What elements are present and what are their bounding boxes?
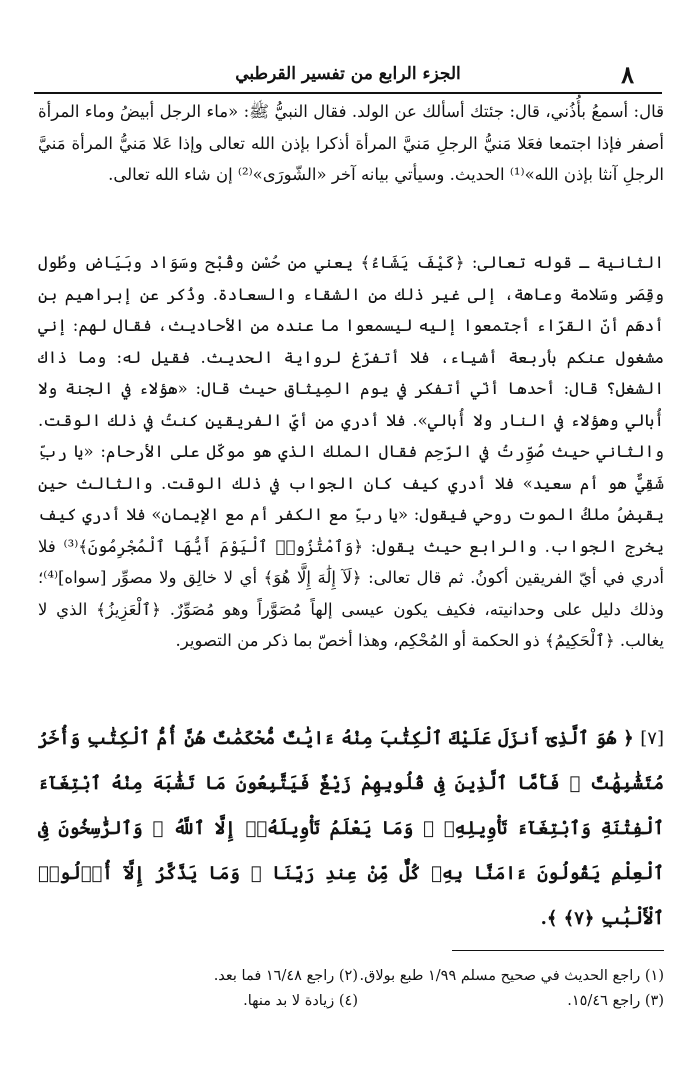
footnote-row xyxy=(38,989,664,1014)
footnote-row xyxy=(38,964,664,989)
paragraph-hadith: قال: أسمعُ بأُذُني، قال: جئتك أسألك عن الولد. فقال النبيُّ ﷺ: «ماء الرجل أبيضُ وماء المرأة أصفر فإذا اجتمعا فعَلا مَنيُّ الرجلِ مَنيَّ المرأة أذكرا بإذن الله تعالى وإذا عَلا مَنيُّ المرأة مَنيَّ الرجلِ آنثا بإذن الله»⁽¹⁾ الحديث. وسيأتي بيانه آخر «الشّورَى»⁽²⁾ إن شاء الله تعالى. xyxy=(38,102,664,184)
running-title: الجزء الرابع من تفسير القرطبي xyxy=(235,64,461,84)
footnote-separator xyxy=(452,950,664,951)
page-header xyxy=(34,58,662,94)
verse-number: [٧] xyxy=(640,728,664,749)
footnote-1: (١) راجع الحديث في صحيح مسلم ١/٩٩ طبع بولاق. xyxy=(359,968,664,984)
footnote-3: (٣) راجع ١٥/٤٦. xyxy=(567,993,664,1009)
footnote-2: (٢) راجع ١٦/٤٨ فما بعد. xyxy=(213,968,358,984)
quran-verse xyxy=(38,716,664,941)
page-number: ٨ xyxy=(621,60,634,89)
paragraph-second-issue: الثانية ـ قوله تعالى: ﴿كَيْفَ يَشَاءُ﴾ يعني من حُسْن وقُبْح وسَوَاد وبَيَاض وطُول وقِصَر وسَلامة وعاهة، إلى غير ذلك من الشقاء والسعادة. وذُكر عن إبراهيم بن أدهَم أنّ القرّاء أجتمعوا إليه ليسمعوا ما عنده من الأحاديث، فقال لهم: إني مشغول عنكم بأربعة أشياء، فلا أتفرّغ لرواية الحديث. فقيل له: وما ذاك الشغل؟ قال: أحدها أنّي أتفكر في يوم المِيثاق حيث قال: «هؤلاء في الجنة ولا أُبالي وهؤلاء في النار ولا أُبالي». فلا أدري من أيّ الفريقين كنتُ في ذلك الوقت. والثاني حيث صُوِّرتُ في الرّحِم فقال الملك الذي هو موكّل على الأرحام: «يا ربِّ شَقِيٌّ هو أم سعيد» فلا أدري كيف كان الجواب في ذلك الوقت. والثالث حين يقبِضُ ملكُ الموت روحي فيقول: «يا ربِّ مع الكفر أم مع الإيمان» فلا أدري كيف يخرج الجواب. والرابع حيث يقول: ﴿وَٱمْتَٰزُوا۟ ٱلْيَوْمَ أَيُّهَا ٱلْمُجْرِمُونَ﴾⁽³⁾ فلا أدري في أيّ الفريقين أكونُ. ثم قال تعالى: ﴿لَآ إِلَٰهَ إِلَّا هُوَ﴾ أي لا خالِق ولا مصوِّر [سواه]⁽⁴⁾؛ وذلك دليل على وحدانيته، فكيف يكون عيسى إلهاً مُصَوَّراً وهو مُصَوِّرٌ. ﴿ٱلْعَزِيزُ﴾ الذي لا يغالب. ﴿ٱلْحَكِيمُ﴾ ذو الحكمة أو المُحْكِم، وهذا أخصّ بما ذكر من التصوير. xyxy=(38,253,665,650)
footnotes xyxy=(38,964,664,1014)
footnote-4: (٤) زيادة لا بد منها. xyxy=(243,993,358,1009)
verse-text: ﴿ هُوَ ٱلَّذِىٓ أَنزَلَ عَلَيْكَ ٱلْكِتَٰبَ مِنْهُ ءَايَٰتٌ مُّحْكَمَٰتٌ هُنَّ أُمُّ ٱلْكِتَٰبِ وَأُخَرُ مُتَشَٰبِهَٰتٌ ۖ فَأَمَّا ٱلَّذِينَ فِى قُلُوبِهِمْ زَيْغٌ فَيَتَّبِعُونَ مَا تَشَٰبَهَ مِنْهُ ٱبْتِغَآءَ ٱلْفِتْنَةِ وَٱبْتِغَآءَ تَأْوِيلِهِۦ ۗ وَمَا يَعْلَمُ تَأْوِيلَهُۥٓ إِلَّا ٱللَّهُ ۗ وَٱلرَّٰسِخُونَ فِى ٱلْعِلْمِ يَقُولُونَ ءَامَنَّا بِهِۦ كُلٌّ مِّنْ عِندِ رَبِّنَا ۗ وَمَا يَذَّكَّرُ إِلَّآ أُو۟لُوا۟ ٱلْأَلْبَٰبِ ﴿٧﴾ ﴾. xyxy=(38,728,664,929)
